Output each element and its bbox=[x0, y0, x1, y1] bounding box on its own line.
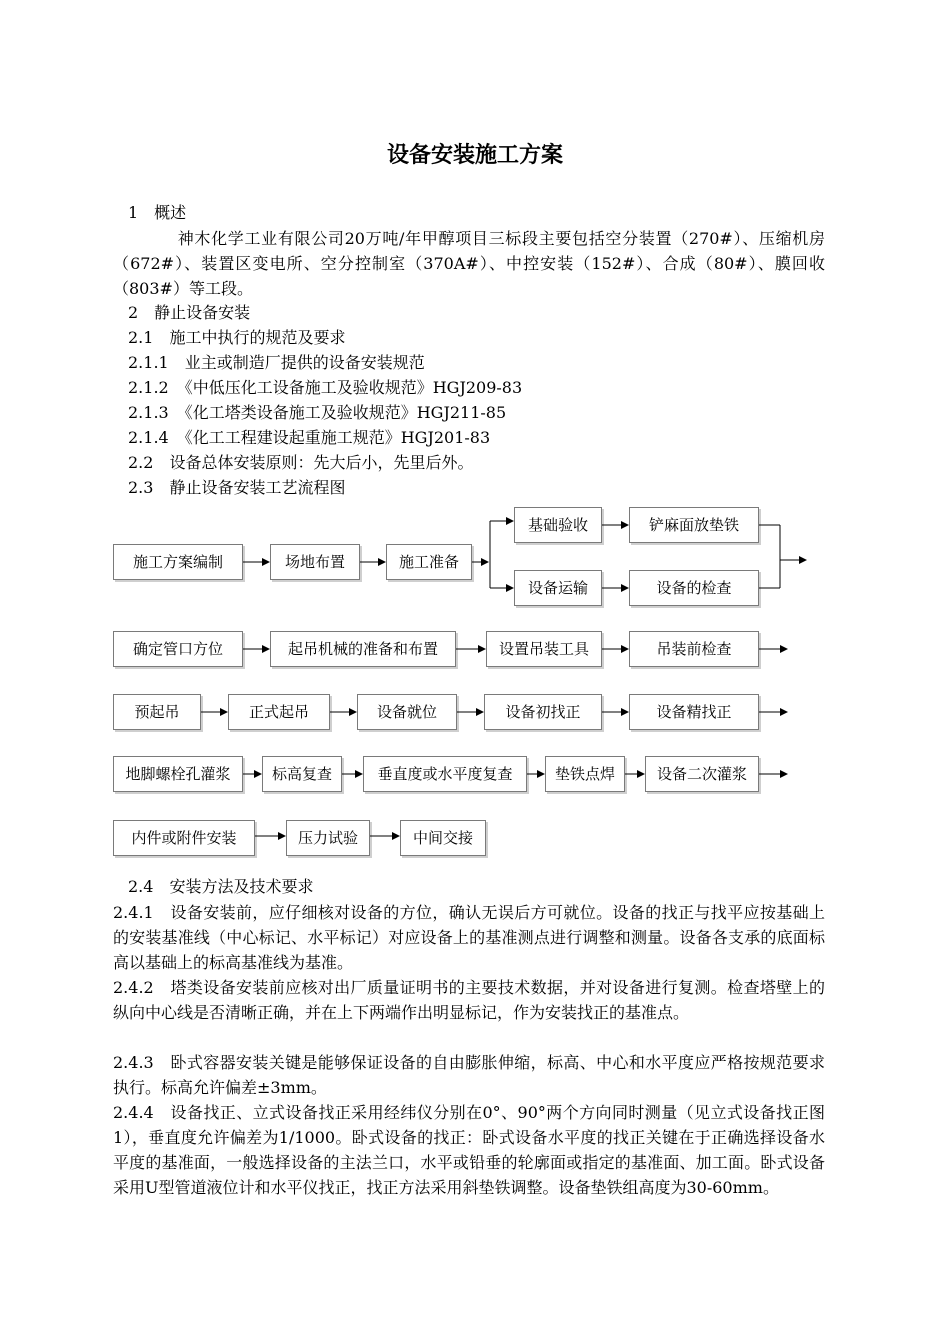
flow-box-nozzle: 确定管口方位 bbox=[113, 631, 243, 667]
flow-box-rough-align: 设备初找正 bbox=[484, 694, 602, 730]
flow-box-prelift: 预起吊 bbox=[113, 694, 201, 730]
section-1-text-body: 神木化学工业有限公司20万吨/年甲醇项目三标段主要包括空分装置（270#）、压缩机房（672#）、装置区变电所、空分控制室（370A#）、中控安装（152#）、合成（80#）、膜回收（803#）等工段。 bbox=[113, 229, 825, 298]
section-2-heading: 2 静止设备安装 bbox=[128, 303, 251, 322]
flow-box-prelift-check: 吊装前检查 bbox=[629, 631, 759, 667]
flow-box-second-grout: 设备二次灌浆 bbox=[645, 756, 759, 792]
flow-box-shim: 铲麻面放垫铁 bbox=[629, 507, 759, 543]
section-1-heading: 1 概述 bbox=[128, 203, 187, 222]
flow-box-elevation: 标高复查 bbox=[262, 756, 342, 792]
section-2-4-4: 2.4.4 设备找正、立式设备找正采用经纬仪分别在0°、90°两个方向同时测量（见立式设备找正图1），垂直度允许偏差为1/1000。卧式设备的找正：卧式设备水平度的找正关键在于正确选择设备水平度的基准面，一般选择设备的主法兰口，水平或铅垂的轮廓面或指定的基准面、加工面。卧式设备采用U型管道液位计和水平仪找正，找正方法采用斜垫铁调整。设备垫铁组高度为30-60mm。 bbox=[113, 1103, 825, 1197]
flow-box-internals: 内件或附件安装 bbox=[113, 820, 255, 856]
section-2-4-3: 2.4.3 卧式容器安装关键是能够保证设备的自由膨胀伸缩，标高、中心和水平度应严格按规范要求执行。标高允许偏差±3mm。 bbox=[113, 1053, 825, 1097]
section-2-1-2: 2.1.2 《中低压化工设备施工及验收规范》HGJ209-83 bbox=[128, 378, 523, 397]
section-2-4: 2.4 安装方法及技术要求 bbox=[128, 877, 314, 896]
flow-box-prep: 施工准备 bbox=[386, 544, 472, 580]
section-2-1: 2.1 施工中执行的规范及要求 bbox=[128, 328, 346, 347]
flow-box-verticality: 垂直度或水平度复查 bbox=[363, 756, 527, 792]
flow-box-rigging: 设置吊装工具 bbox=[486, 631, 602, 667]
section-2-1-1: 2.1.1 业主或制造厂提供的设备安装规范 bbox=[128, 353, 425, 372]
flow-box-lift: 正式起吊 bbox=[228, 694, 330, 730]
flow-box-place: 设备就位 bbox=[357, 694, 457, 730]
section-2-4-2: 2.4.2 塔类设备安装前应核对出厂质量证明书的主要技术数据，并对设备进行复测。检查塔壁上的纵向中心线是否清晰正确，并在上下两端作出明显标记，作为安装找正的基准点。 bbox=[113, 978, 825, 1022]
flow-box-foundation: 基础验收 bbox=[514, 507, 602, 543]
flow-box-plan: 施工方案编制 bbox=[113, 544, 243, 580]
flow-box-pressure-test: 压力试验 bbox=[286, 820, 370, 856]
flow-box-crane: 起吊机械的准备和布置 bbox=[270, 631, 456, 667]
section-2-1-3: 2.1.3 《化工塔类设备施工及验收规范》HGJ211-85 bbox=[128, 403, 507, 422]
section-2-4-1: 2.4.1 设备安装前，应仔细核对设备的方位，确认无误后方可就位。设备的找正与找平应按基础上的安装基准线（中心标记、水平标记）对应设备上的基准测点进行调整和测量。设备各支承的底面标高以基础上的标高基准线为基准。 bbox=[113, 903, 825, 972]
flow-box-transport: 设备运输 bbox=[514, 570, 602, 606]
flow-box-site: 场地布置 bbox=[270, 544, 360, 580]
page-title: 设备安装施工方案 bbox=[386, 143, 563, 168]
flow-box-inspect: 设备的检查 bbox=[629, 570, 759, 606]
flow-box-shim-weld: 垫铁点焊 bbox=[545, 756, 625, 792]
section-2-3: 2.3 静止设备安装工艺流程图 bbox=[128, 478, 346, 497]
flow-box-anchor-grout: 地脚螺栓孔灌浆 bbox=[113, 756, 243, 792]
flow-box-fine-align: 设备精找正 bbox=[629, 694, 759, 730]
flow-box-handover: 中间交接 bbox=[400, 820, 486, 856]
section-2-1-4: 2.1.4 《化工工程建设起重施工规范》HGJ201-83 bbox=[128, 428, 491, 447]
section-2-2: 2.2 设备总体安装原则：先大后小，先里后外。 bbox=[128, 453, 474, 472]
